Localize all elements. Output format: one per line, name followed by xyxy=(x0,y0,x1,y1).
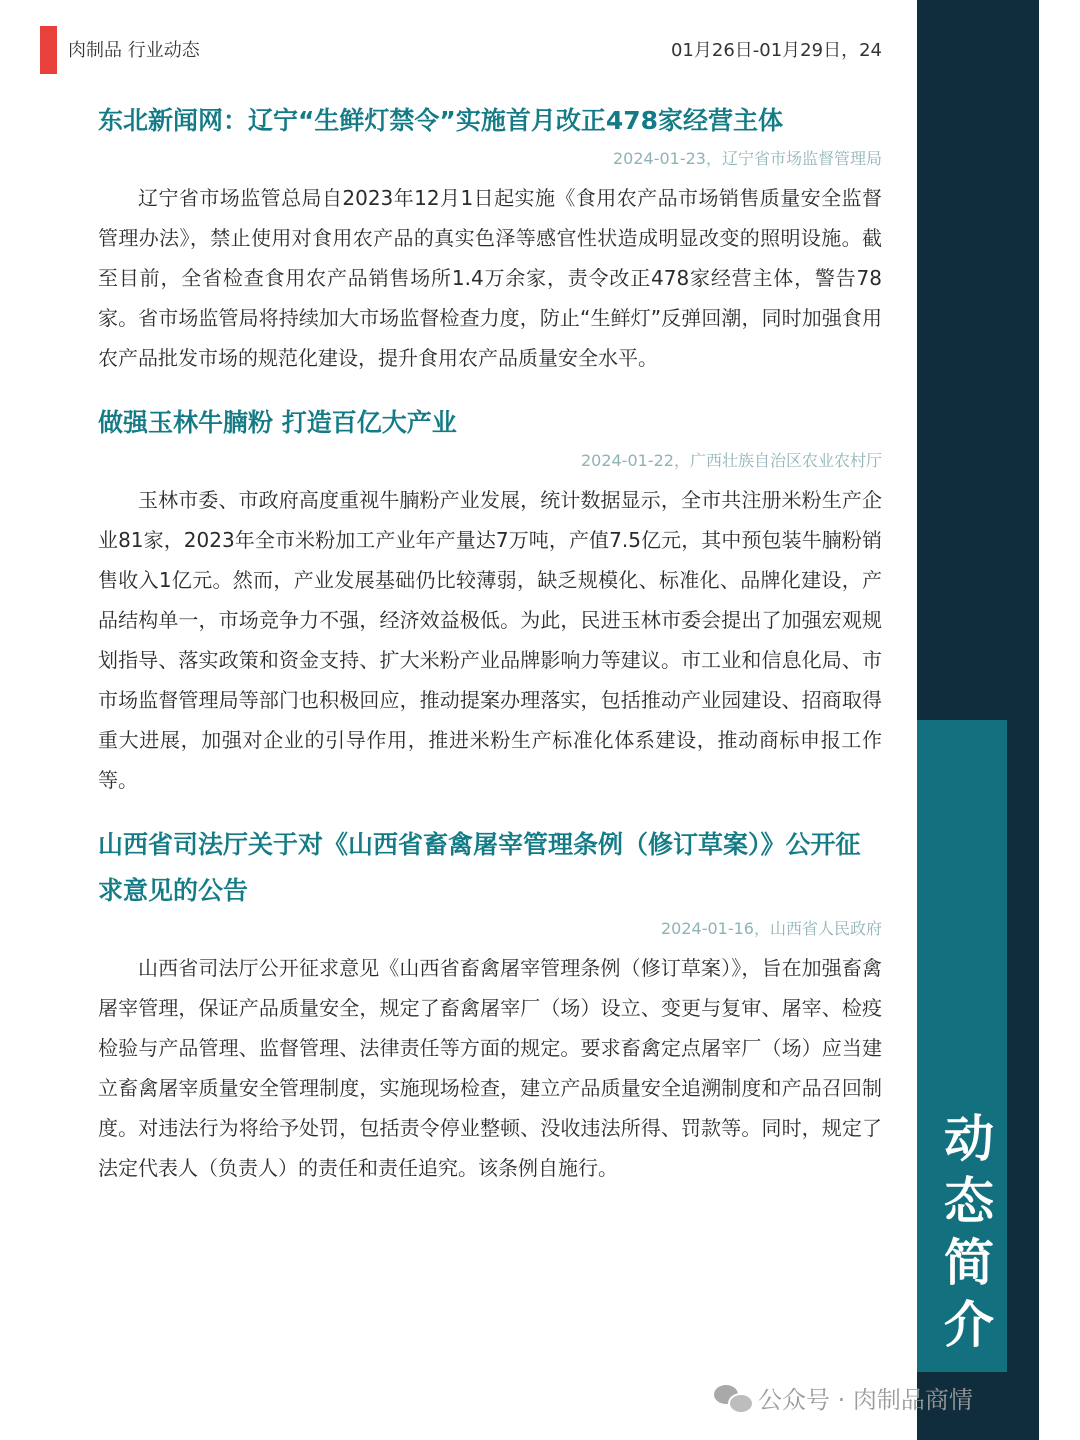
header-accent-bar xyxy=(40,26,57,74)
article-body: 山西省司法厅公开征求意见《山西省畜禽屠宰管理条例（修订草案）》，旨在加强畜禽屠宰管理，保证产品质量安全，规定了畜禽屠宰厂（场）设立、变更与复审、屠宰、检疫检验与产品管理、监督管理、法律责任等方面的规定。要求畜禽定点屠宰厂（场）应当建立畜禽屠宰质量安全管理制度，实施现场检查，建立产品质量安全追溯制度和产品召回制度。对违法行为将给予处罚，包括责令停业整顿、没收违法所得、罚款等。同时，规定了法定代表人（负责人）的责任和责任追究。该条例自施行。 xyxy=(98,956,882,1180)
article-body: 玉林市委、市政府高度重视牛腩粉产业发展，统计数据显示，全市共注册米粉生产企业81家，2023年全市米粉加工产业年产量达7万吨，产值7.5亿元，其中预包装牛腩粉销售收入1亿元。然而，产业发展基础仍比较薄弱，缺乏规模化、标准化、品牌化建设，产品结构单一，市场竞争力不强，经济效益极低。为此，民进玉林市委会提出了加强宏观规划指导、落实政策和资金支持、扩大米粉产业品牌影响力等建议。市工业和信息化局、市市场监督管理局等部门也积极回应，推动提案办理落实，包括推动产业园建设、招商取得重大进展，加强对企业的引导作用，推进米粉生产标准化体系建设，推动商标申报工作等。 xyxy=(98,488,882,792)
sidebar-char: 介 xyxy=(944,1296,994,1354)
wechat-icon xyxy=(714,1383,752,1413)
article-meta: 2024-01-16，山西省人民政府 xyxy=(661,919,882,938)
article-title[interactable]: 山西省司法厅关于对《山西省畜禽屠宰管理条例（修订草案）》公开征求意见的公告 xyxy=(98,830,861,905)
article-title[interactable]: 做强玉林牛腩粉 打造百亿大产业 xyxy=(98,408,457,437)
sidebar-char: 动 xyxy=(944,1110,994,1168)
article-meta: 2024-01-22，广西壮族自治区农业农村厅 xyxy=(581,451,882,470)
article-meta: 2024-01-23，辽宁省市场监督管理局 xyxy=(613,149,882,168)
article-2 xyxy=(98,400,882,800)
article-3 xyxy=(98,822,882,1188)
article-body: 辽宁省市场监管总局自2023年12月1日起实施《食用农产品市场销售质量安全监督管理办法》，禁止使用对食用农产品的真实色泽等感官性状造成明显改变的照明设施。截至目前，全省检查食用农产品销售场所1.4万余家，责令改正478家经营主体，警告78家。省市场监管局将持续加大市场监督检查力度，防止“生鲜灯”反弹回潮，同时加强食用农产品批发市场的规范化建设，提升食用农产品质量安全水平。 xyxy=(98,186,882,370)
article-1 xyxy=(98,98,882,378)
sidebar-section-title xyxy=(917,1108,1021,1356)
watermark xyxy=(714,1380,973,1415)
header-date-range: 01月26日-01月29日，24 xyxy=(670,40,882,61)
header-category: 肉制品 行业动态 xyxy=(68,40,200,61)
article-title[interactable]: 东北新闻网：辽宁“生鲜灯禁令”实施首月改正478家经营主体 xyxy=(98,106,784,135)
watermark-text: 公众号 · 肉制品商情 xyxy=(758,1386,973,1414)
sidebar-char: 态 xyxy=(944,1172,994,1230)
article-list xyxy=(98,98,882,1188)
sidebar-char: 简 xyxy=(944,1234,994,1292)
